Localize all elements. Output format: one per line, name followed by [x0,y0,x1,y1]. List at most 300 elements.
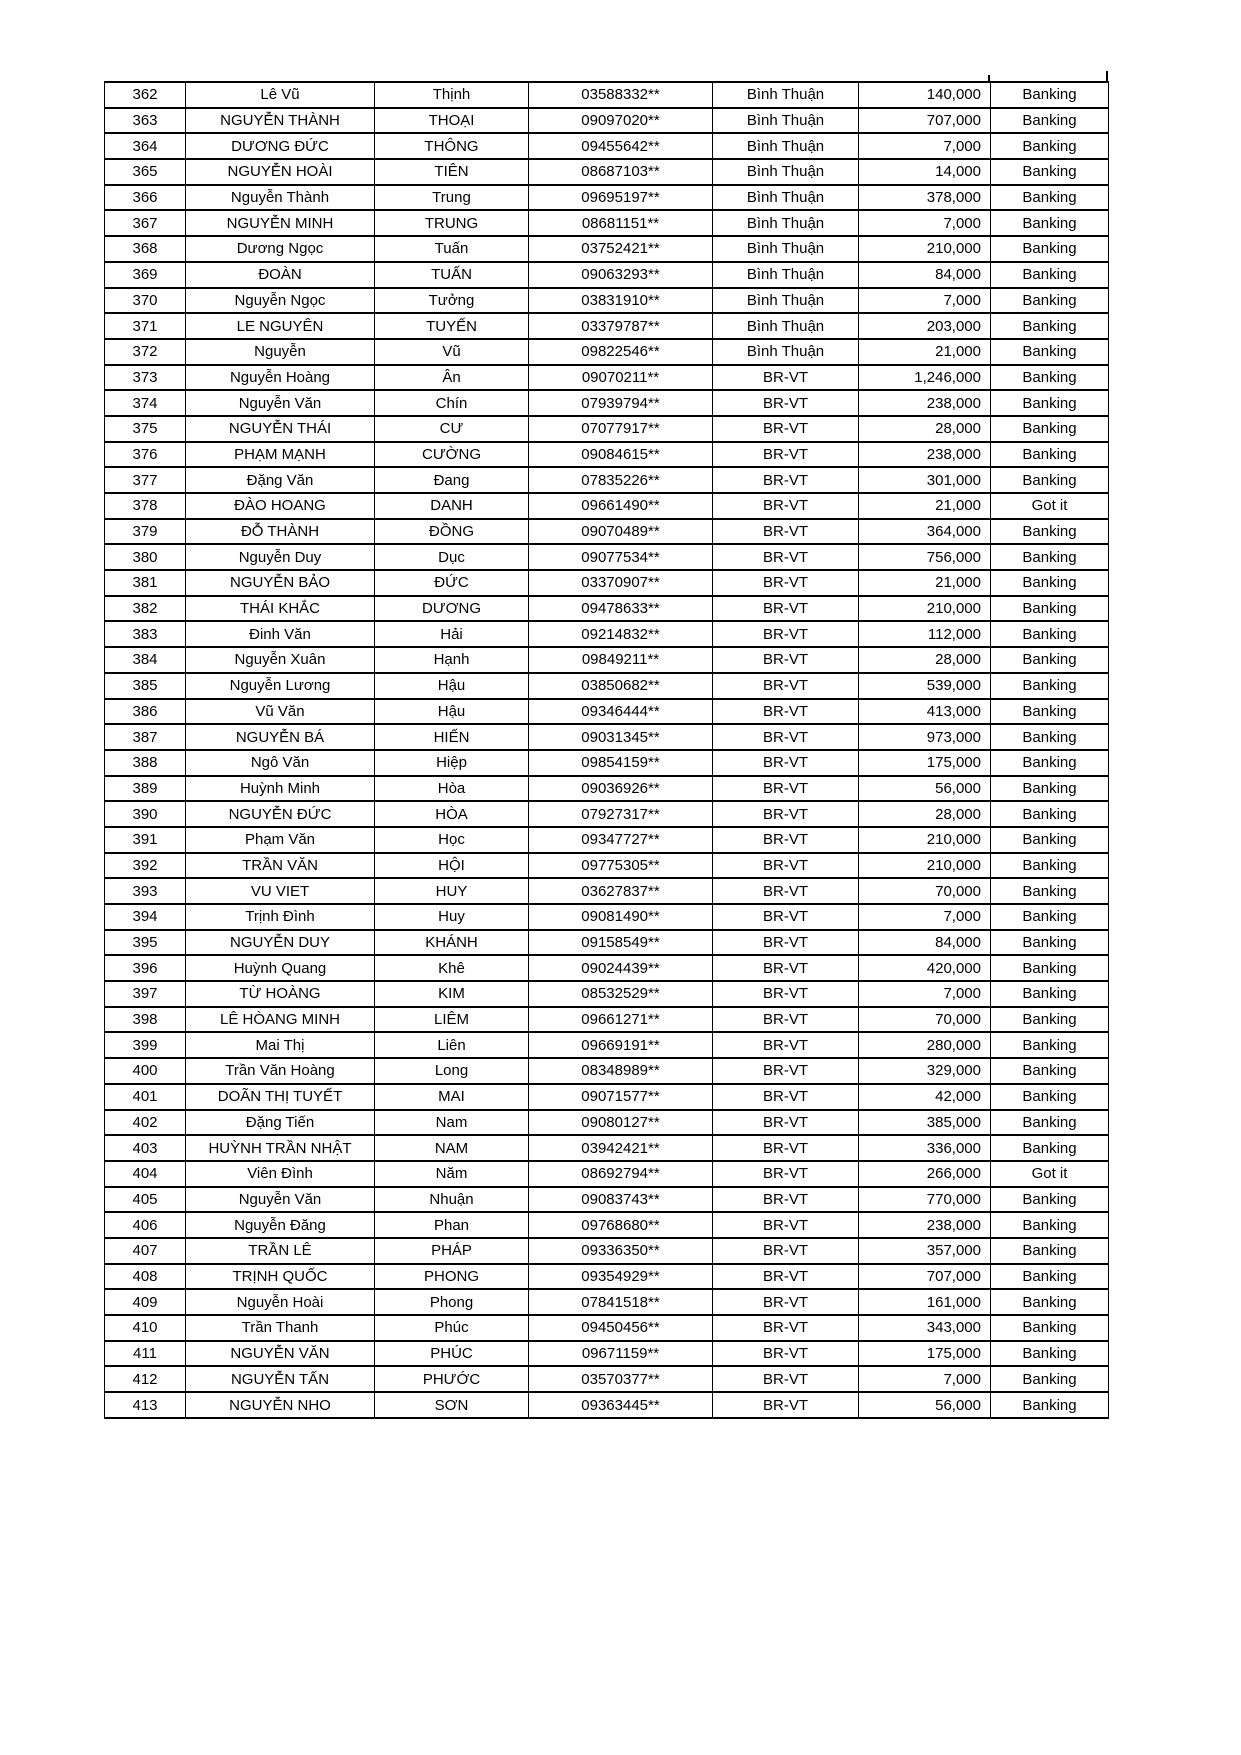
cell-province: Bình Thuận [713,159,859,185]
cell-amount: 140,000 [859,82,991,108]
cell-last-name: Long [375,1058,529,1084]
cell-last-name: KHÁNH [375,930,529,956]
cell-amount: 770,000 [859,1187,991,1213]
cell-index: 362 [105,82,186,108]
cell-last-name: Liên [375,1032,529,1058]
cell-amount: 343,000 [859,1315,991,1341]
cell-last-name: Phan [375,1212,529,1238]
cell-province: BR-VT [713,801,859,827]
cell-last-name: THÔNG [375,133,529,159]
cell-province: BR-VT [713,981,859,1007]
table-row [105,390,1109,416]
cell-amount: 210,000 [859,827,991,853]
cell-last-name: Hậu [375,699,529,725]
cell-payment-method: Banking [991,776,1109,802]
cell-amount: 364,000 [859,519,991,545]
cell-index: 402 [105,1110,186,1136]
cell-province: BR-VT [713,1110,859,1136]
cell-province: BR-VT [713,570,859,596]
cell-first-name: THÁI KHẮC [186,596,375,622]
cell-phone: 03588332** [529,82,713,108]
cell-first-name: TRẦN LÊ [186,1238,375,1264]
cell-amount: 7,000 [859,288,991,314]
table-row [105,159,1109,185]
cell-payment-method: Banking [991,1392,1109,1418]
cell-index: 389 [105,776,186,802]
cell-province: BR-VT [713,1135,859,1161]
cell-payment-method: Banking [991,1032,1109,1058]
cell-index: 391 [105,827,186,853]
cell-payment-method: Banking [991,133,1109,159]
cell-last-name: HUY [375,878,529,904]
cell-amount: 378,000 [859,185,991,211]
cell-first-name: Viên Đình [186,1161,375,1187]
cell-province: BR-VT [713,1341,859,1367]
table-row [105,904,1109,930]
table-row [105,776,1109,802]
cell-payment-method: Banking [991,981,1109,1007]
cell-last-name: TUYẾN [375,313,529,339]
cell-phone: 09768680** [529,1212,713,1238]
cell-payment-method: Banking [991,108,1109,134]
cell-last-name: DANH [375,493,529,519]
cell-index: 372 [105,339,186,365]
cell-index: 396 [105,955,186,981]
cell-index: 400 [105,1058,186,1084]
cell-phone: 03379787** [529,313,713,339]
cell-province: Bình Thuận [713,185,859,211]
table-row [105,108,1109,134]
cell-index: 383 [105,621,186,647]
cell-payment-method: Banking [991,750,1109,776]
cell-payment-method: Banking [991,390,1109,416]
cell-payment-method: Banking [991,724,1109,750]
cell-phone: 09671159** [529,1341,713,1367]
cell-province: BR-VT [713,1212,859,1238]
table-row [105,724,1109,750]
cell-first-name: Đinh Văn [186,621,375,647]
table-row [105,673,1109,699]
cell-first-name: NGUYỄN THÁI [186,416,375,442]
cell-amount: 161,000 [859,1289,991,1315]
cell-index: 369 [105,262,186,288]
cell-index: 376 [105,442,186,468]
table-row [105,1264,1109,1290]
cell-first-name: NGUYỄN VĂN [186,1341,375,1367]
cell-first-name: Nguyễn [186,339,375,365]
cell-last-name: Dục [375,544,529,570]
cell-amount: 210,000 [859,236,991,262]
cell-phone: 08681151** [529,210,713,236]
cell-payment-method: Banking [991,1187,1109,1213]
cell-payment-method: Banking [991,1007,1109,1033]
cell-phone: 07939794** [529,390,713,416]
cell-amount: 973,000 [859,724,991,750]
cell-payment-method: Banking [991,1058,1109,1084]
cell-province: Bình Thuận [713,339,859,365]
cell-amount: 280,000 [859,1032,991,1058]
cell-index: 365 [105,159,186,185]
cell-amount: 70,000 [859,1007,991,1033]
cell-last-name: ĐỨC [375,570,529,596]
cell-phone: 07841518** [529,1289,713,1315]
cell-amount: 28,000 [859,801,991,827]
cell-last-name: Nam [375,1110,529,1136]
cell-province: BR-VT [713,904,859,930]
table-row [105,570,1109,596]
cell-last-name: Hậu [375,673,529,699]
cell-index: 412 [105,1366,186,1392]
cell-payment-method: Banking [991,827,1109,853]
cell-phone: 09081490** [529,904,713,930]
cell-province: Bình Thuận [713,288,859,314]
cell-index: 384 [105,647,186,673]
cell-payment-method: Banking [991,1264,1109,1290]
cell-amount: 7,000 [859,133,991,159]
cell-last-name: TIÊN [375,159,529,185]
table-row [105,365,1109,391]
cell-amount: 21,000 [859,570,991,596]
cell-last-name: Hải [375,621,529,647]
cell-province: Bình Thuận [713,313,859,339]
cell-payment-method: Banking [991,699,1109,725]
cell-first-name: DOÃN THỊ TUYẾT [186,1084,375,1110]
cell-province: BR-VT [713,1187,859,1213]
cell-first-name: Phạm Văn [186,827,375,853]
cell-payment-method: Banking [991,1341,1109,1367]
cell-last-name: Vũ [375,339,529,365]
cell-first-name: Nguyễn Lương [186,673,375,699]
table-row [105,1058,1109,1084]
cell-province: BR-VT [713,519,859,545]
cell-province: BR-VT [713,544,859,570]
cell-index: 405 [105,1187,186,1213]
cell-amount: 70,000 [859,878,991,904]
cell-province: BR-VT [713,442,859,468]
cell-index: 380 [105,544,186,570]
table-row [105,467,1109,493]
cell-province: BR-VT [713,878,859,904]
cell-amount: 707,000 [859,108,991,134]
table-row [105,596,1109,622]
cell-first-name: PHẠM MẠNH [186,442,375,468]
cell-amount: 42,000 [859,1084,991,1110]
cell-phone: 09077534** [529,544,713,570]
table-row [105,647,1109,673]
cell-index: 394 [105,904,186,930]
cell-index: 386 [105,699,186,725]
cell-last-name: Hiệp [375,750,529,776]
cell-index: 401 [105,1084,186,1110]
cell-amount: 266,000 [859,1161,991,1187]
cell-first-name: Lê Vũ [186,82,375,108]
cell-amount: 14,000 [859,159,991,185]
cell-phone: 09347727** [529,827,713,853]
cell-payment-method: Banking [991,1135,1109,1161]
cell-payment-method: Banking [991,647,1109,673]
cell-last-name: SƠN [375,1392,529,1418]
cell-province: BR-VT [713,416,859,442]
cell-phone: 09775305** [529,853,713,879]
table-row [105,981,1109,1007]
cell-phone: 03752421** [529,236,713,262]
table-row [105,1084,1109,1110]
cell-amount: 84,000 [859,930,991,956]
cell-province: Bình Thuận [713,236,859,262]
cell-province: BR-VT [713,1315,859,1341]
cell-payment-method: Got it [991,493,1109,519]
cell-index: 404 [105,1161,186,1187]
cell-phone: 09097020** [529,108,713,134]
cell-payment-method: Banking [991,236,1109,262]
cell-index: 398 [105,1007,186,1033]
cell-phone: 08692794** [529,1161,713,1187]
cell-last-name: Năm [375,1161,529,1187]
cell-last-name: LIÊM [375,1007,529,1033]
table-row [105,1366,1109,1392]
cell-first-name: ĐOÀN [186,262,375,288]
cell-phone: 09849211** [529,647,713,673]
cell-phone: 09822546** [529,339,713,365]
cell-last-name: HIẾN [375,724,529,750]
cell-last-name: DƯƠNG [375,596,529,622]
cell-amount: 56,000 [859,776,991,802]
cell-amount: 329,000 [859,1058,991,1084]
cell-first-name: Nguyễn Duy [186,544,375,570]
table-row [105,519,1109,545]
cell-last-name: Trung [375,185,529,211]
cell-last-name: KIM [375,981,529,1007]
cell-first-name: NGUYỄN ĐỨC [186,801,375,827]
cell-last-name: TUẤN [375,262,529,288]
cell-amount: 28,000 [859,647,991,673]
cell-amount: 238,000 [859,390,991,416]
cell-last-name: ĐỒNG [375,519,529,545]
cell-amount: 7,000 [859,981,991,1007]
cell-index: 413 [105,1392,186,1418]
cell-first-name: DƯƠNG ĐỨC [186,133,375,159]
cell-payment-method: Banking [991,570,1109,596]
cell-phone: 09158549** [529,930,713,956]
table-row [105,236,1109,262]
cell-payment-method: Banking [991,1289,1109,1315]
cell-first-name: Dương Ngọc [186,236,375,262]
cell-index: 375 [105,416,186,442]
cell-phone: 09346444** [529,699,713,725]
cell-phone: 09063293** [529,262,713,288]
cell-province: BR-VT [713,1289,859,1315]
cell-phone: 09478633** [529,596,713,622]
cell-province: BR-VT [713,493,859,519]
table-row [105,878,1109,904]
cell-index: 397 [105,981,186,1007]
table-body [105,82,1109,1418]
cell-payment-method: Banking [991,930,1109,956]
cell-amount: 21,000 [859,339,991,365]
cell-last-name: Chín [375,390,529,416]
cell-amount: 301,000 [859,467,991,493]
cell-index: 409 [105,1289,186,1315]
cell-index: 385 [105,673,186,699]
cell-index: 395 [105,930,186,956]
cell-phone: 08687103** [529,159,713,185]
cell-province: BR-VT [713,1007,859,1033]
cell-payment-method: Banking [991,519,1109,545]
cell-payment-method: Banking [991,82,1109,108]
cell-last-name: Hòa [375,776,529,802]
cell-amount: 238,000 [859,1212,991,1238]
table-row [105,416,1109,442]
table-row [105,262,1109,288]
table-row [105,955,1109,981]
cell-amount: 210,000 [859,853,991,879]
table-row [105,801,1109,827]
cell-first-name: NGUYỄN BẢO [186,570,375,596]
cell-province: BR-VT [713,724,859,750]
cell-payment-method: Banking [991,1238,1109,1264]
cell-payment-method: Banking [991,262,1109,288]
cell-last-name: Thịnh [375,82,529,108]
cell-first-name: ĐÀO HOANG [186,493,375,519]
cell-amount: 210,000 [859,596,991,622]
cell-payment-method: Banking [991,1315,1109,1341]
cell-province: BR-VT [713,621,859,647]
cell-first-name: NGUYỄN BÁ [186,724,375,750]
cell-province: BR-VT [713,699,859,725]
cell-phone: 07927317** [529,801,713,827]
cell-index: 393 [105,878,186,904]
cell-last-name: MAI [375,1084,529,1110]
cell-first-name: Nguyễn Đăng [186,1212,375,1238]
cell-payment-method: Banking [991,878,1109,904]
cell-first-name: TRỊNH QUỐC [186,1264,375,1290]
cell-first-name: Nguyễn Ngọc [186,288,375,314]
cell-province: BR-VT [713,390,859,416]
cell-amount: 420,000 [859,955,991,981]
cell-amount: 112,000 [859,621,991,647]
cell-payment-method: Banking [991,313,1109,339]
cell-first-name: Ngô Văn [186,750,375,776]
cell-amount: 7,000 [859,904,991,930]
cell-phone: 03627837** [529,878,713,904]
cell-phone: 09071577** [529,1084,713,1110]
cell-first-name: NGUYỄN MINH [186,210,375,236]
cell-first-name: VU VIET [186,878,375,904]
cell-index: 381 [105,570,186,596]
cell-amount: 707,000 [859,1264,991,1290]
cell-first-name: Nguyễn Văn [186,1187,375,1213]
table-row [105,1187,1109,1213]
cell-payment-method: Banking [991,288,1109,314]
cell-last-name: Nhuận [375,1187,529,1213]
cell-payment-method: Banking [991,1110,1109,1136]
cell-payment-method: Banking [991,904,1109,930]
table-row [105,930,1109,956]
cell-amount: 7,000 [859,210,991,236]
cell-payment-method: Banking [991,210,1109,236]
cell-index: 363 [105,108,186,134]
table-row [105,1161,1109,1187]
cell-phone: 09214832** [529,621,713,647]
cell-amount: 7,000 [859,1366,991,1392]
cell-payment-method: Banking [991,159,1109,185]
cell-first-name: ĐỖ THÀNH [186,519,375,545]
cell-first-name: Nguyễn Xuân [186,647,375,673]
cell-payment-method: Banking [991,621,1109,647]
cell-phone: 08532529** [529,981,713,1007]
cell-province: BR-VT [713,1264,859,1290]
cell-last-name: Học [375,827,529,853]
cell-payment-method: Banking [991,853,1109,879]
cell-phone: 09363445** [529,1392,713,1418]
cell-index: 390 [105,801,186,827]
cell-last-name: HÒA [375,801,529,827]
cell-province: BR-VT [713,1032,859,1058]
cell-last-name: Khê [375,955,529,981]
cell-province: Bình Thuận [713,210,859,236]
cell-payment-method: Banking [991,185,1109,211]
cell-phone: 03831910** [529,288,713,314]
cell-province: BR-VT [713,955,859,981]
table-row [105,185,1109,211]
cell-last-name: Phong [375,1289,529,1315]
cell-phone: 03942421** [529,1135,713,1161]
cell-first-name: Đặng Tiến [186,1110,375,1136]
cell-payment-method: Banking [991,365,1109,391]
cell-payment-method: Banking [991,416,1109,442]
cell-amount: 357,000 [859,1238,991,1264]
cell-phone: 09455642** [529,133,713,159]
cell-province: BR-VT [713,467,859,493]
cell-amount: 539,000 [859,673,991,699]
table-row [105,339,1109,365]
cell-index: 377 [105,467,186,493]
cell-payment-method: Banking [991,339,1109,365]
cell-index: 406 [105,1212,186,1238]
cell-province: BR-VT [713,776,859,802]
cell-index: 382 [105,596,186,622]
cell-index: 378 [105,493,186,519]
cell-amount: 238,000 [859,442,991,468]
cell-payment-method: Banking [991,801,1109,827]
cell-province: BR-VT [713,1058,859,1084]
cell-last-name: PHƯỚC [375,1366,529,1392]
cell-first-name: Nguyễn Văn [186,390,375,416]
member-payment-table [104,81,1109,1419]
cell-index: 399 [105,1032,186,1058]
cell-phone: 07835226** [529,467,713,493]
cell-first-name: Trần Văn Hoàng [186,1058,375,1084]
cell-province: BR-VT [713,365,859,391]
table-row [105,1007,1109,1033]
table-row [105,827,1109,853]
cell-province: BR-VT [713,1084,859,1110]
table-row [105,1110,1109,1136]
cell-first-name: NGUYỄN TẤN [186,1366,375,1392]
cell-phone: 09083743** [529,1187,713,1213]
cell-phone: 09354929** [529,1264,713,1290]
cell-index: 411 [105,1341,186,1367]
table-row [105,493,1109,519]
cell-province: BR-VT [713,596,859,622]
table-row [105,544,1109,570]
cell-payment-method: Banking [991,673,1109,699]
cell-phone: 09080127** [529,1110,713,1136]
table-row [105,1392,1109,1418]
cell-province: BR-VT [713,1392,859,1418]
cell-index: 373 [105,365,186,391]
cell-first-name: NGUYỄN DUY [186,930,375,956]
